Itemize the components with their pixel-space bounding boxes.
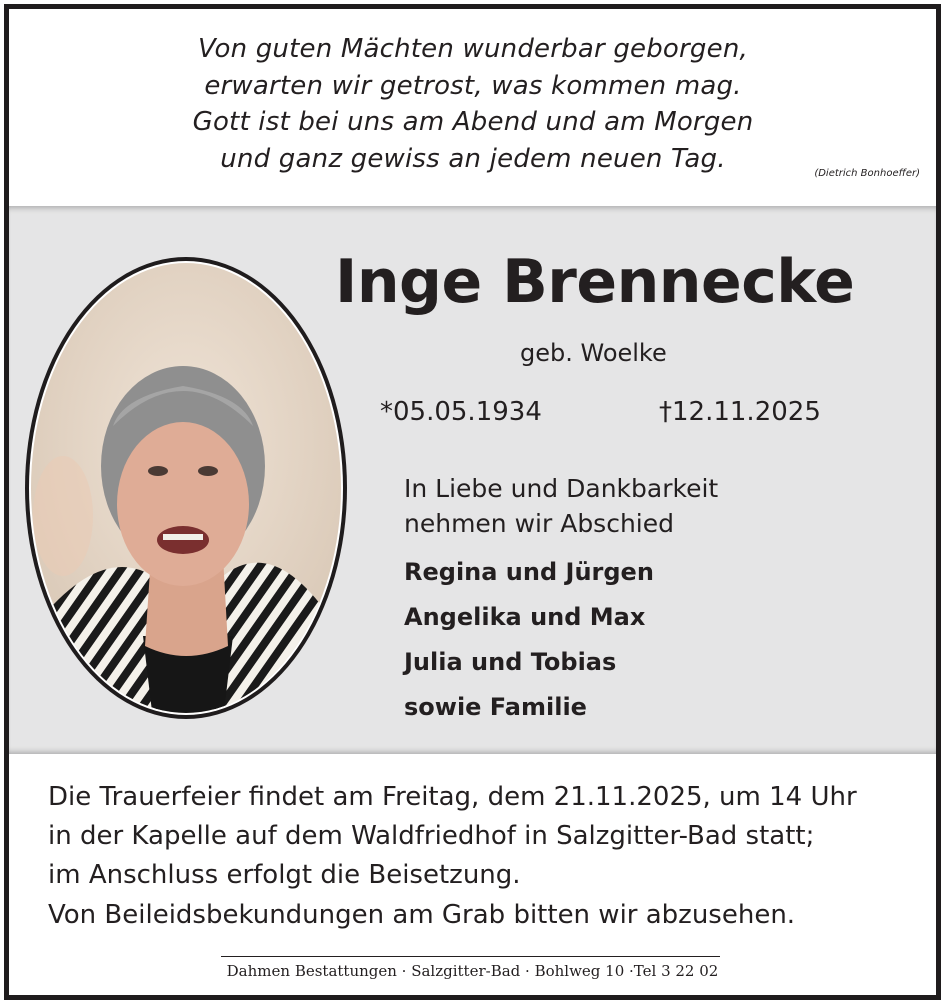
- funeral-home-footer: Dahmen Bestattungen · Salzgitter-Bad · Bohlweg 10 ·Tel 3 22 02: [226, 962, 719, 980]
- mourner-entry: sowie Familie: [404, 693, 587, 721]
- footer-divider: [221, 956, 720, 957]
- birth-date: *05.05.1934: [380, 397, 542, 427]
- farewell-text: [404, 471, 718, 541]
- service-details: [48, 778, 857, 895]
- bonhoeffer-quote: [4, 31, 941, 177]
- deceased-name: Inge Brennecke: [335, 247, 855, 317]
- portrait-photo: [23, 256, 349, 720]
- mourner-entry: Julia und Tobias: [404, 648, 617, 676]
- quote-line: und ganz gewiss an jedem neuen Tag.: [220, 143, 726, 174]
- farewell-line: nehmen wir Abschied: [404, 509, 674, 538]
- condolence-request: Von Beileidsbekundungen am Grab bitten wir abzusehen.: [48, 900, 796, 930]
- mourner-entry: Angelika und Max: [404, 603, 646, 631]
- service-line: im Anschluss erfolgt die Beisetzung.: [48, 860, 521, 890]
- quote-line: erwarten wir getrost, was kommen mag.: [204, 70, 742, 101]
- maiden-name: geb. Woelke: [520, 339, 667, 367]
- quote-line: Von guten Mächten wunderbar geborgen,: [198, 34, 748, 64]
- quote-source: (Dietrich Bonhoeffer): [814, 168, 920, 179]
- farewell-line: In Liebe und Dankbarkeit: [404, 474, 719, 503]
- mourner-entry: Regina und Jürgen: [404, 558, 654, 586]
- death-date: †12.11.2025: [659, 397, 821, 427]
- obituary-frame: [4, 4, 941, 1000]
- service-line: Die Trauerfeier findet am Freitag, dem 21.11.2025, um 14 Uhr: [48, 782, 857, 812]
- service-line: in der Kapelle auf dem Waldfriedhof in Salzgitter-Bad statt;: [48, 821, 815, 851]
- mourners-list: [404, 550, 654, 730]
- quote-line: Gott ist bei uns am Abend und am Morgen: [192, 107, 754, 137]
